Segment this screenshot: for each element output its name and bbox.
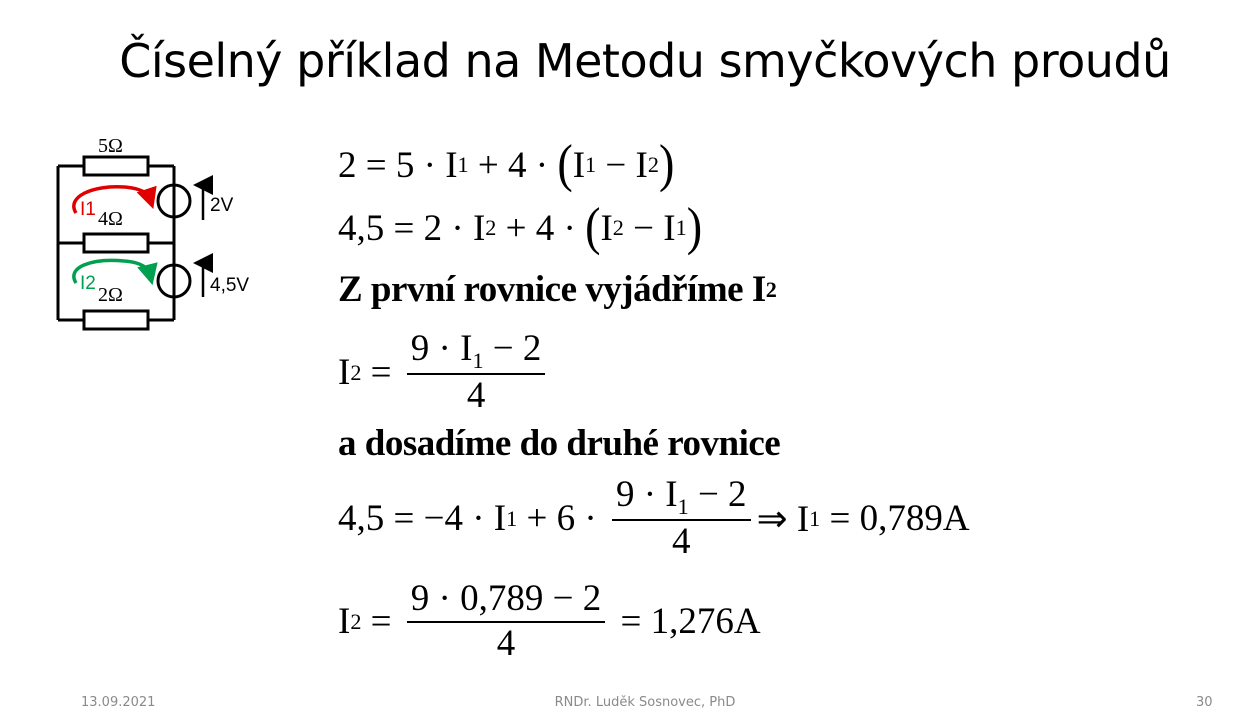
equation-1: 2 = 5 · I 1 + 4 · ( I 1 − I 2 ) [338, 135, 675, 194]
label-source1: 2V [210, 195, 234, 216]
equation-3: I 2 = $\frac{9 \cdot I_1 - 2}{4}$ [338, 328, 551, 418]
footer-date: 13.09.2021 [81, 695, 156, 710]
label-loop2: I2 [80, 273, 96, 294]
fraction-result: $\frac{9 \cdot 0,789 - 2}{4}$ [407, 578, 605, 665]
label-4ohm: 4Ω [98, 208, 123, 230]
footer-page-number: 30 [1196, 695, 1213, 710]
fraction-i1: $\frac{9 \cdot I_1 - 2}{4}$ [612, 474, 751, 564]
label-5ohm: 5Ω [98, 135, 123, 157]
resistor-2ohm [84, 311, 148, 329]
footer-author: RNDr. Luděk Sosnovec, PhD [554, 695, 736, 710]
label-loop1: I1 [80, 199, 96, 220]
equation-5: I 2 = $\frac{9 \cdot 0,789 - 2}{4}$ = 1,276A [338, 578, 761, 664]
text-express-i2: Z první rovnice vyjádříme I 2 [338, 269, 777, 310]
equation-4: 4,5 = −4 · I 1 + 6 · $\frac{9 \cdot I_1 - 2}{4}$ ⇒ I 1 = 0,789A [338, 474, 970, 563]
resistor-4ohm [84, 234, 148, 252]
text-substitute: a dosadíme do druhé rovnice [338, 423, 781, 464]
circuit-diagram [40, 125, 280, 335]
fraction-i2: $\frac{9 \cdot I_1 - 2}{4}$ [407, 328, 546, 418]
label-source2: 4,5V [210, 275, 250, 296]
resistor-5ohm [84, 157, 148, 175]
slide-title: Číselný příklad na Metodu smyčkových proudů [119, 34, 1171, 88]
equation-2: 4,5 = 2 · I 2 + 4 · ( I 2 − I 1 ) [338, 198, 703, 257]
label-2ohm: 2Ω [98, 284, 123, 306]
